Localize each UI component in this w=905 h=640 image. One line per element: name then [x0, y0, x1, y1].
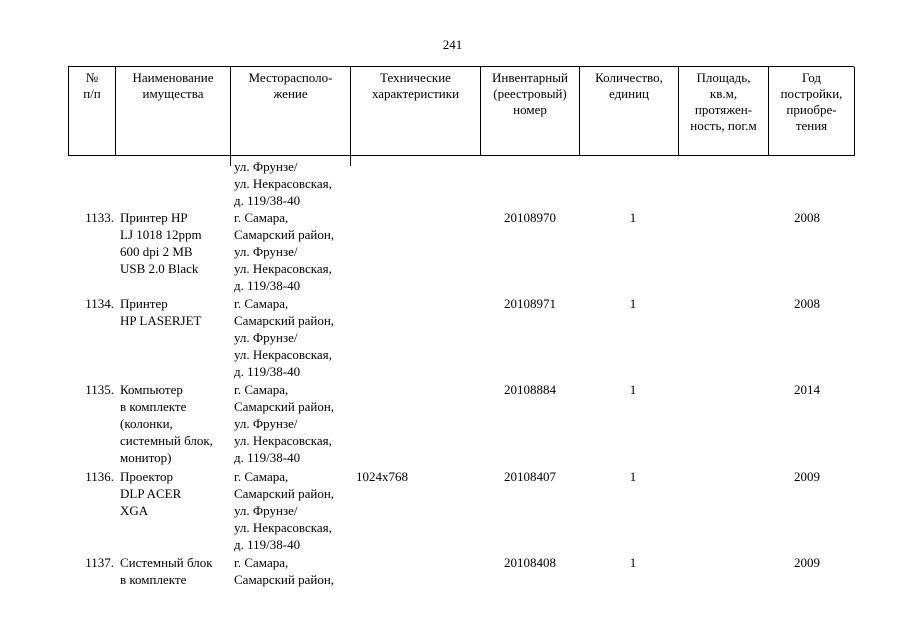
row-number: 1134. [85, 296, 114, 311]
header-num: № п/п [69, 67, 116, 156]
column-divider [350, 156, 351, 166]
item-quantity: 1 [629, 296, 637, 311]
item-name: Принтер HP LASERJET [120, 296, 202, 328]
item-year: 2008 [794, 210, 820, 225]
item-inventory: 20108971 [504, 296, 556, 311]
header-inventory: Инвентарный (реестровый) номер [481, 67, 580, 156]
item-quantity: 1 [629, 382, 637, 397]
item-inventory: 20108884 [504, 382, 556, 397]
row-number: 1133. [85, 210, 114, 225]
table-header [68, 66, 854, 156]
item-year: 2009 [794, 555, 820, 570]
item-location: г. Самара, Самарский район, ул. Фрунзе/ ул. Некрасовская, д. 119/38-40 [234, 382, 335, 465]
header-tech: Технические характеристики [351, 67, 481, 156]
item-quantity: 1 [629, 555, 637, 570]
header-location: Месторасполо- жение [231, 67, 351, 156]
item-tech: 1024x768 [356, 469, 408, 484]
item-quantity: 1 [629, 210, 637, 225]
item-year: 2008 [794, 296, 820, 311]
item-year: 2014 [794, 382, 820, 397]
item-name: Принтер HP LJ 1018 12ppm 600 dpi 2 MB USB 2.0 Black [120, 210, 202, 276]
header-name: Наименование имущества [116, 67, 231, 156]
item-inventory: 20108970 [504, 210, 556, 225]
item-inventory: 20108407 [504, 469, 556, 484]
page-number: 241 [442, 37, 463, 52]
item-location: г. Самара, Самарский район, ул. Фрунзе/ ул. Некрасовская, д. 119/38-40 [234, 210, 335, 293]
row-number: 1135. [85, 382, 114, 397]
item-location: г. Самара, Самарский район, ул. Фрунзе/ ул. Некрасовская, д. 119/38-40 [234, 296, 335, 379]
item-location: г. Самара, Самарский район, ул. Фрунзе/ ул. Некрасовская, д. 119/38-40 [234, 469, 335, 552]
header-area: Площадь, кв.м, протяжен- ность, пог.м [679, 67, 769, 156]
header-year: Год постройки, приобре- тения [769, 67, 855, 156]
item-quantity: 1 [629, 469, 637, 484]
row-number: 1137. [85, 555, 114, 570]
column-divider [230, 156, 231, 166]
item-location: г. Самара, Самарский район, [234, 555, 335, 587]
item-name: Компьютер в комплекте (колонки, системный блок, монитор) [120, 382, 213, 465]
header-quantity: Количество, единиц [580, 67, 679, 156]
row-number: 1136. [85, 469, 114, 484]
item-inventory: 20108408 [504, 555, 556, 570]
item-name: Проектор DLP ACER XGA [120, 469, 182, 518]
location-continuation: ул. Фрунзе/ ул. Некрасовская, д. 119/38-40 [234, 159, 332, 208]
item-year: 2009 [794, 469, 820, 484]
item-name: Системный блок в комплекте [120, 555, 213, 587]
